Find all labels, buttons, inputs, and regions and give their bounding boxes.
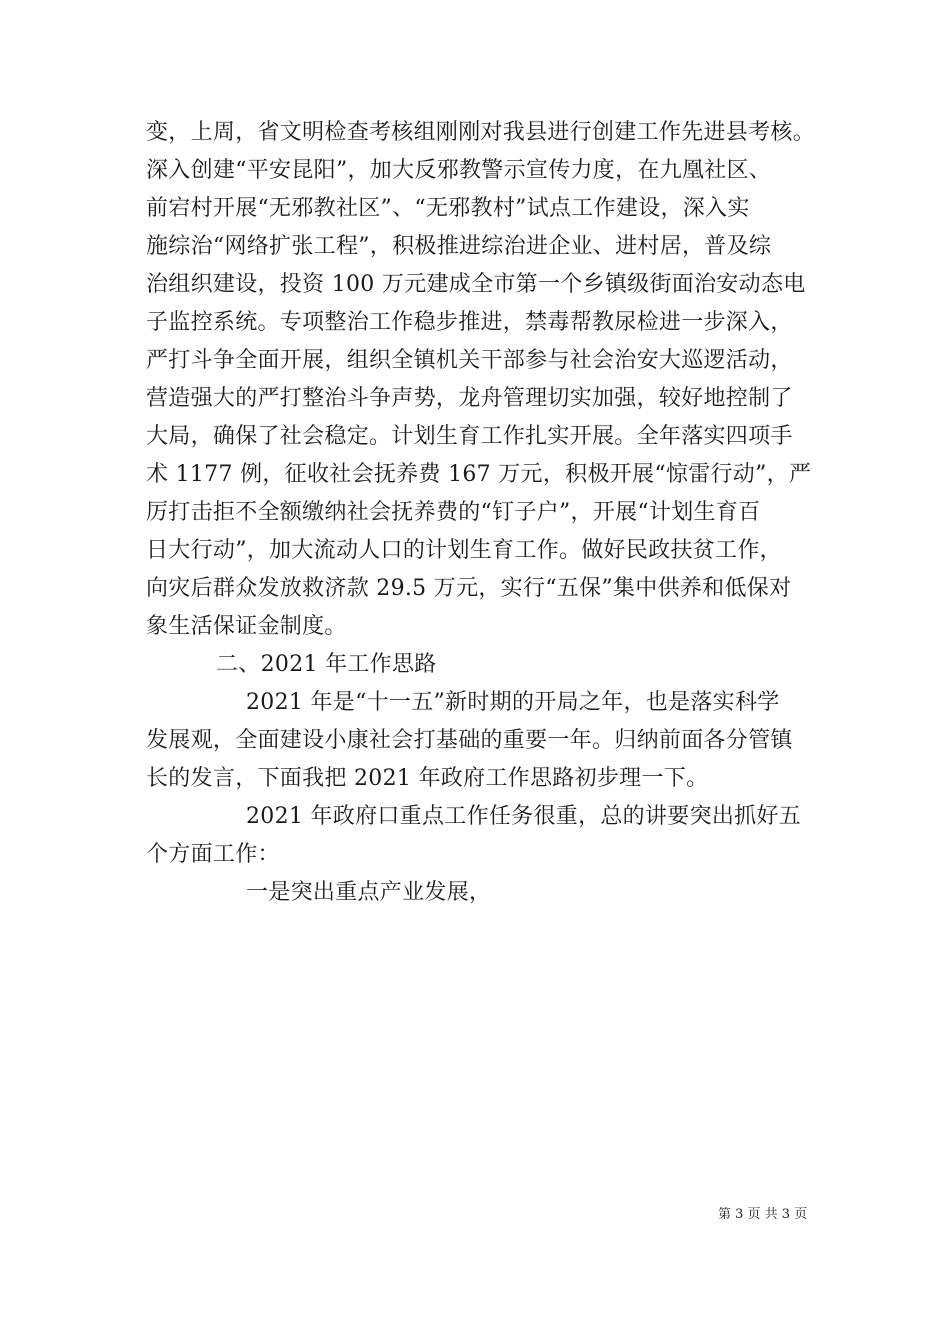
paragraph-line: 变，上周，省文明检查考核组刚刚对我县进行创建工作先进县考核。 — [146, 120, 816, 145]
paragraph-line: 2021 年是“十一五”新时期的开局之年，也是落实科学 — [246, 690, 780, 715]
paragraph-line: 一是突出重点产业发展， — [246, 880, 492, 905]
section-heading: 二、2021 年工作思路 — [216, 652, 437, 677]
paragraph-line: 大局，确保了社会稳定。计划生育工作扎实开展。全年落实四项手 — [146, 424, 793, 449]
paragraph-line: 2021 年政府口重点工作任务很重，总的讲要突出抓好五 — [246, 804, 802, 829]
paragraph-line: 术 1177 例，征收社会抚养费 167 万元，积极开展“惊雷行动”，严 — [146, 462, 812, 487]
paragraph-line: 前宕村开展“无邪教社区”、“无邪教村”试点工作建设，深入实 — [146, 196, 750, 221]
paragraph-line: 日大行动”，加大流动人口的计划生育工作。做好民政扶贫工作， — [146, 538, 782, 563]
paragraph-line: 严打斗争全面开展，组织全镇机关干部参与社会治安大巡逻活动， — [146, 348, 793, 373]
paragraph-line: 子监控系统。专项整治工作稳步推进，禁毒帮教尿检进一步深入， — [146, 310, 793, 335]
paragraph-line: 治组织建设，投资 100 万元建成全市第一个乡镇级街面治安动态电 — [146, 272, 806, 297]
paragraph-line: 发展观，全面建设小康社会打基础的重要一年。归纳前面各分管镇 — [146, 728, 793, 753]
page-number-footer: 第 3 页 共 3 页 — [718, 1207, 808, 1222]
paragraph-line: 深入创建“平安昆阳”，加大反邪教警示宣传力度，在九凰社区、 — [146, 158, 772, 183]
paragraph-line: 长的发言，下面我把 2021 年政府工作思路初步理一下。 — [146, 766, 709, 791]
paragraph-line: 营造强大的严打整治斗争声势，龙舟管理切实加强，较好地控制了 — [146, 386, 793, 411]
paragraph-line: 向灾后群众发放救济款 29.5 万元，实行“五保”集中供养和低保对 — [146, 576, 792, 601]
paragraph-line: 厉打击拒不全额缴纳社会抚养费的“钉子户”，开展“计划生育百 — [146, 500, 761, 525]
paragraph-line: 象生活保证金制度。 — [146, 614, 347, 639]
paragraph-line: 个方面工作： — [146, 842, 280, 867]
paragraph-line: 施综治“网络扩张工程”，积极推进综治进企业、进村居，普及综 — [146, 234, 772, 259]
